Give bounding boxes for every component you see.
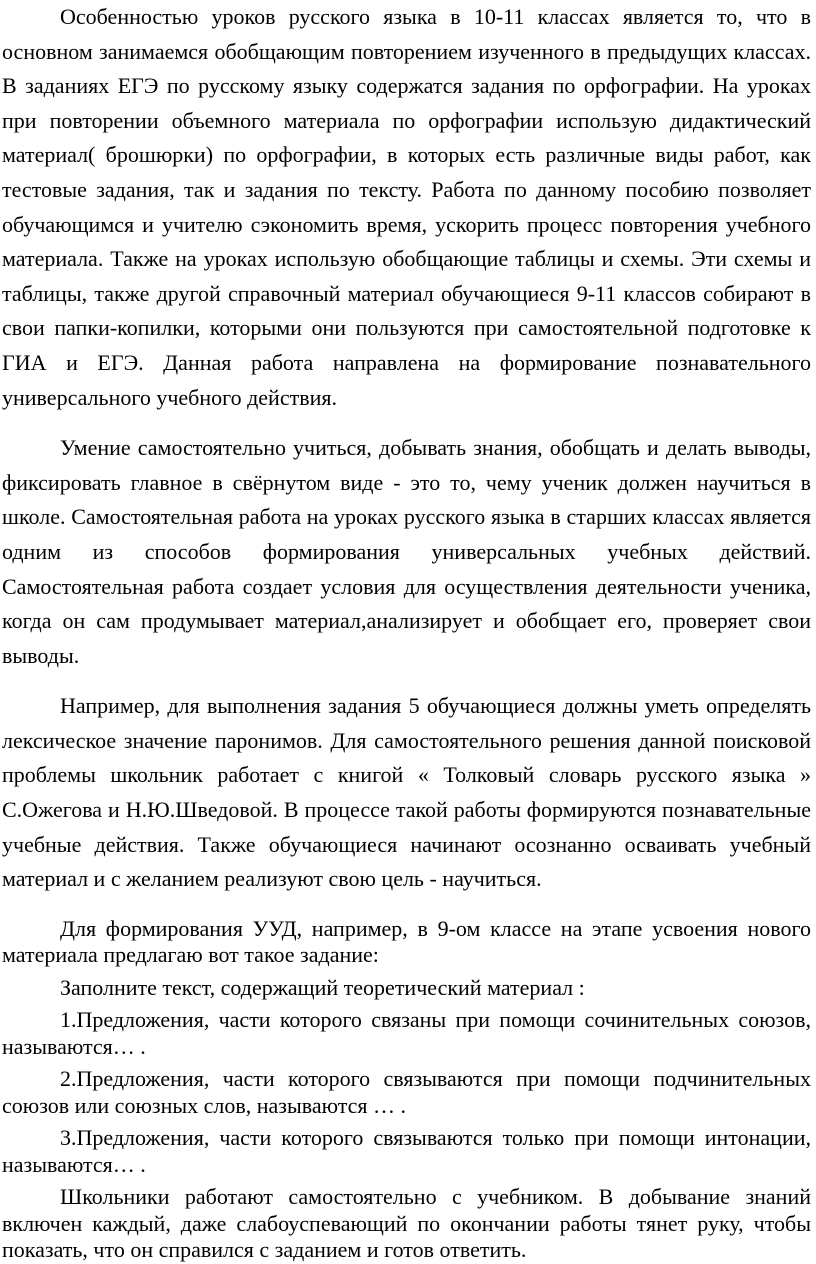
paragraph-spacer — [2, 673, 811, 689]
paragraph-spacer — [2, 415, 811, 431]
task-intro: Для формирования УУД, например, в 9-ом классе на этапе усвоения нового материала предлагаю вот такое задание: — [2, 915, 811, 968]
paragraph-intro: Особенностью уроков русского языка в 10-11 классах является то, что в основном занимаемся обобщающим повторением изученного в предыдущих классах. В заданиях ЕГЭ по русскому языку содержатся задания по орфографии. На уроках при повторении объемного материала по орфографии использую дидактический материал( брошюрки) по орфографии, в которых есть различные виды работ, как тестовые задания, так и задания по тексту. Работа по данному пособию позволяет обучающимся и учителю сэкономить время, ускорить процесс повторения учебного материала. Также на уроках использую обобщающие таблицы и схемы. Эти схемы и таблицы, также другой справочный материал обучающиеся 9-11 классов собирают в свои папки-копилки, которыми они пользуются при самостоятельной подготовке к ГИА и ЕГЭ. Данная работа направлена на формирование познавательного универсального учебного действия. — [2, 4, 811, 410]
paragraph-spacer — [2, 897, 811, 914]
task-item-2: 2.Предложения, части которого связываются при помощи подчинительных союзов или союзных слов, называются … . — [2, 1066, 811, 1118]
closing-paragraph: Школьники работают самостоятельно с учебником. В добывание знаний включен каждый, даже слабоуспевающий по окончании работы тянет руку, чтобы показать, что он справился с заданием и готов ответить. — [2, 1184, 811, 1263]
task-item-1: 1.Предложения, части которого связаны при помощи сочинительных союзов, называются… . — [2, 1007, 811, 1059]
paragraph-self-study: Умение самостоятельно учиться, добывать знания, обобщать и делать выводы, фиксировать главное в свёрнутом виде - это то, чему ученик должен научиться в школе. Самостоятельная работа на уроках русского языка в старших классах является одним из способов формирования универсальных учебных действий. Самостоятельная работа создает условия для осуществления деятельности ученика, когда он сам продумывает материал,анализирует и обобщает его, проверяет свои выводы. — [2, 435, 811, 668]
paragraph-example: Например, для выполнения задания 5 обучающиеся должны уметь определять лексическое значение паронимов. Для самостоятельного решения данной поисковой проблемы школьник работает с книгой « Толковый словарь русского языка » С.Ожегова и Н.Ю.Шведовой. В процессе такой работы формируются познавательные учебные действия. Также обучающиеся начинают осознанно осваивать учебный материал и с желанием реализуют свою цель - научиться. — [2, 693, 811, 892]
task-instruction: Заполните текст, содержащий теоретический материал : — [60, 974, 585, 1000]
task-item-3: 3.Предложения, части которого связываются только при помощи интонации, называются… . — [2, 1125, 811, 1177]
